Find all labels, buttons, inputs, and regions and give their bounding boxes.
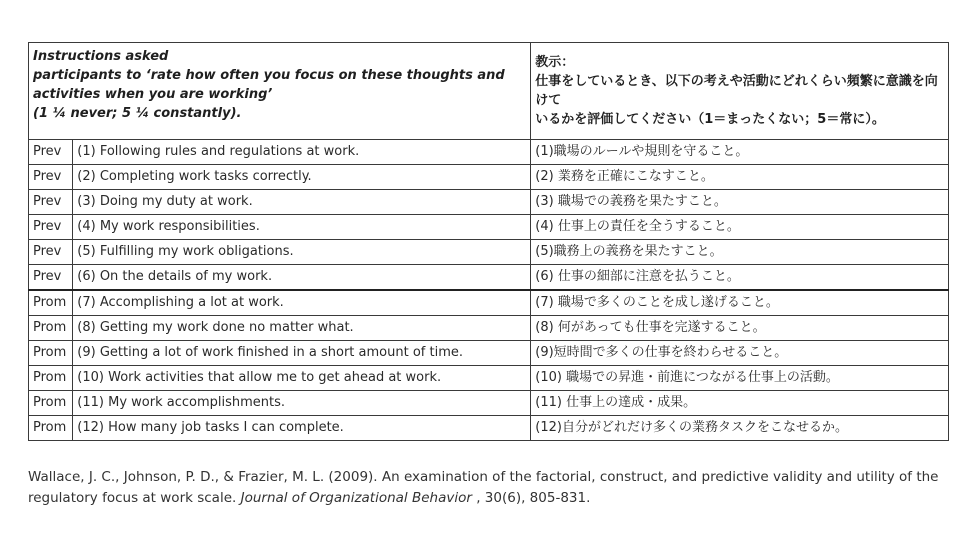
item-type: Prev: [29, 165, 73, 190]
item-english: (9) Getting a lot of work finished in a short amount of time.: [73, 341, 531, 366]
table-row: [29, 140, 949, 165]
item-type: Prom: [29, 290, 73, 316]
item-type: Prom: [29, 366, 73, 391]
item-type: Prev: [29, 240, 73, 265]
instructions-en-line: activities when you are working’: [33, 87, 273, 102]
instructions-row: [29, 43, 949, 140]
item-english: (7) Accomplishing a lot at work.: [73, 290, 531, 316]
item-japanese: (12)自分がどれだけ多くの業務タスクをこなせるか。: [531, 416, 949, 441]
regulatory-focus-scale-table: [28, 42, 949, 441]
item-japanese: (3) 職場での義務を果たすこと。: [531, 190, 949, 215]
instructions-ja-line: いるかを評価してください（1＝まったくない；5＝常に）。: [535, 112, 885, 127]
item-type: Prev: [29, 190, 73, 215]
item-english: (6) On the details of my work.: [73, 265, 531, 291]
item-type: Prom: [29, 416, 73, 441]
item-japanese: (5)職務上の義務を果たすこと。: [531, 240, 949, 265]
table-row: [29, 416, 949, 441]
item-type: Prev: [29, 265, 73, 291]
item-japanese: (11) 仕事上の達成・成果。: [531, 391, 949, 416]
item-english: (12) How many job tasks I can complete.: [73, 416, 531, 441]
table-row: [29, 190, 949, 215]
item-japanese: (10) 職場での昇進・前進につながる仕事上の活動。: [531, 366, 949, 391]
item-japanese: (9)短時間で多くの仕事を終わらせること。: [531, 341, 949, 366]
item-english: (5) Fulfilling my work obligations.: [73, 240, 531, 265]
instructions-en-line: (1 ¼ never; 5 ¼ constantly).: [33, 106, 242, 121]
instructions-ja-title: 教示：: [535, 55, 575, 70]
table-row: [29, 165, 949, 190]
item-english: (10) Work activities that allow me to get ahead at work.: [73, 366, 531, 391]
item-type: Prom: [29, 341, 73, 366]
citation: [28, 467, 953, 509]
table-row: [29, 290, 949, 316]
item-type: Prev: [29, 215, 73, 240]
item-type: Prom: [29, 316, 73, 341]
table-row: [29, 316, 949, 341]
item-english: (3) Doing my duty at work.: [73, 190, 531, 215]
item-english: (2) Completing work tasks correctly.: [73, 165, 531, 190]
item-english: (8) Getting my work done no matter what.: [73, 316, 531, 341]
item-japanese: (8) 何があっても仕事を完遂すること。: [531, 316, 949, 341]
instructions-en-line: participants to ‘rate how often you focus on these thoughts and: [33, 68, 505, 83]
table-row: [29, 366, 949, 391]
table-row: [29, 240, 949, 265]
item-japanese: (1)職場のルールや規則を守ること。: [531, 140, 949, 165]
item-english: (11) My work accomplishments.: [73, 391, 531, 416]
item-japanese: (7) 職場で多くのことを成し遂げること。: [531, 290, 949, 316]
table-row: [29, 391, 949, 416]
item-type: Prev: [29, 140, 73, 165]
table-row: [29, 341, 949, 366]
item-japanese: (6) 仕事の細部に注意を払うこと。: [531, 265, 949, 291]
citation-details: , 30(6), 805-831.: [471, 490, 591, 506]
instructions-english: [29, 43, 531, 140]
citation-authors: Wallace, J. C., Johnson, P. D., & Frazier, M. L. (2009). An examination of the factorial, construct, and predictive validity and utility of the regulatory focus at work scale.: [28, 469, 939, 506]
citation-journal: Journal of Organizational Behavior: [240, 490, 472, 506]
item-japanese: (4) 仕事上の責任を全うすること。: [531, 215, 949, 240]
item-english: (4) My work responsibilities.: [73, 215, 531, 240]
table-row: [29, 215, 949, 240]
item-japanese: (2) 業務を正確にこなすこと。: [531, 165, 949, 190]
item-type: Prom: [29, 391, 73, 416]
instructions-ja-line: 仕事をしているとき、以下の考えや活動にどれくらい頻繁に意識を向けて: [535, 74, 938, 108]
table-row: [29, 265, 949, 291]
instructions-en-line: Instructions asked: [33, 49, 169, 64]
instructions-japanese: [531, 43, 949, 140]
item-english: (1) Following rules and regulations at work.: [73, 140, 531, 165]
